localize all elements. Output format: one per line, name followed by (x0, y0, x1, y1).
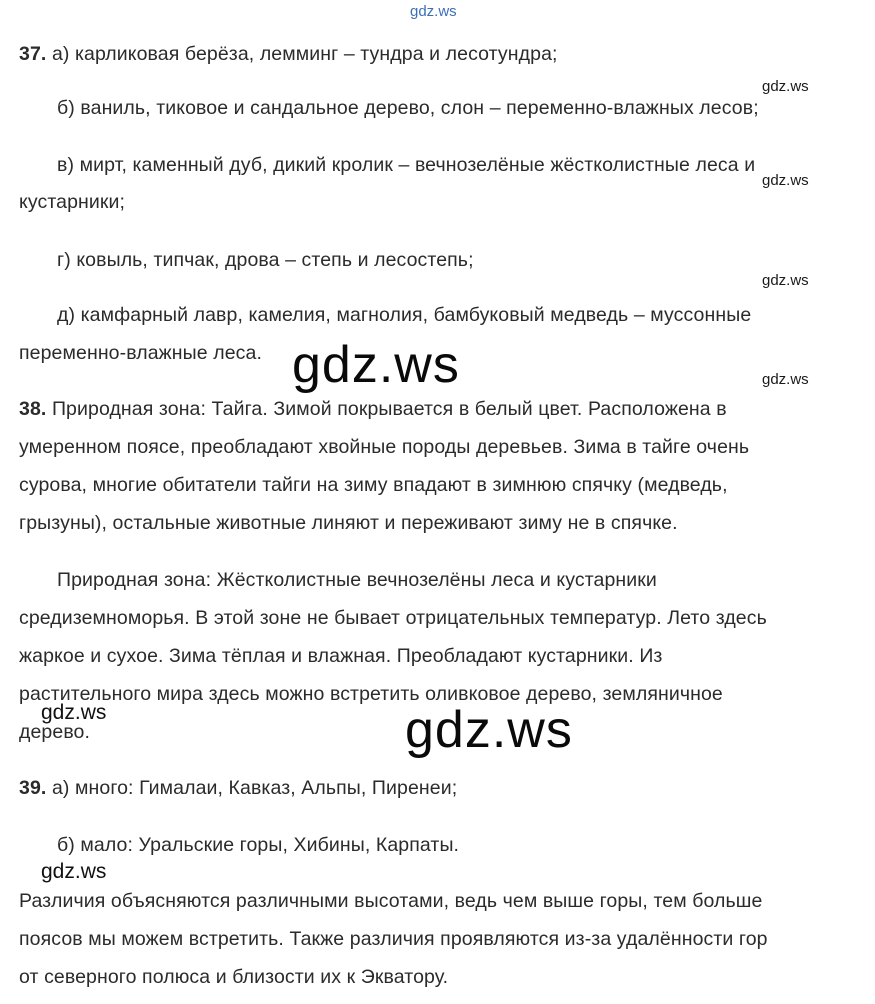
q38-p1-l1-text: Природная зона: Тайга. Зимой покрывается в белый цвет. Расположена в (46, 398, 727, 420)
q38-p1-line3: сурова, многие обитатели тайги на зиму впадают в зимнюю спячку (медведь, (19, 474, 728, 496)
q37-line-d1: д) камфарный лавр, камелия, магнолия, бамбуковый медведь – муссонные (57, 304, 752, 326)
watermark-large: gdz.ws (292, 336, 460, 394)
q39-a-text: а) много: Гималаи, Кавказ, Альпы, Пиренеи; (46, 777, 458, 799)
q37-line-d2: переменно-влажные леса. (19, 342, 262, 364)
q37-line-a (19, 42, 558, 66)
q37-a-text: а) карликовая берёза, лемминг – тундра и лесотундра; (46, 43, 558, 65)
watermark-small: gdz.ws (762, 78, 809, 95)
q38-p1-line4: грызуны), остальные животные линяют и переживают зиму не в спячке. (19, 512, 678, 534)
q38-number: 38. (19, 398, 47, 420)
watermark-medium: gdz.ws (41, 860, 107, 883)
watermark-small: gdz.ws (762, 272, 809, 289)
q38-p2-line4: растительного мира здесь можно встретить оливковое дерево, земляничное (19, 683, 723, 705)
watermark-medium: gdz.ws (41, 701, 107, 724)
q39-line-c2: поясов мы можем встретить. Также различия проявляются из-за удалённости гор (19, 928, 768, 950)
q38-p2-line1: Природная зона: Жёстколистные вечнозелёны леса и кустарники (57, 569, 657, 591)
q39-number: 39. (19, 777, 47, 799)
q38-p2-line3: жаркое и сухое. Зима тёплая и влажная. Преобладают кустарники. Из (19, 645, 663, 667)
q38-p2-line2: средиземноморья. В этой зоне не бывает отрицательных температур. Лето здесь (19, 607, 767, 629)
q37-line-b: б) ваниль, тиковое и сандальное дерево, слон – переменно-влажных лесов; (57, 97, 759, 119)
q38-p1-line1 (19, 397, 727, 421)
q37-number: 37. (19, 43, 47, 65)
watermark-small: gdz.ws (762, 371, 809, 388)
q37-line-g: г) ковыль, типчак, дрова – степь и лесостепь; (57, 249, 474, 271)
q39-line-c1: Различия объясняются различными высотами, ведь чем выше горы, тем больше (19, 890, 763, 912)
watermark-large: gdz.ws (405, 701, 573, 759)
watermark-top: gdz.ws (410, 3, 457, 20)
q37-line-v2: кустарники; (19, 191, 126, 213)
q39-line-c3: от северного полюса и близости их к Экватору. (19, 966, 449, 988)
q38-p1-line2: умеренном поясе, преобладают хвойные породы деревьев. Зима в тайге очень (19, 436, 750, 458)
q38-p2-line5: дерево. (19, 721, 91, 743)
q39-line-b: б) мало: Уральские горы, Хибины, Карпаты. (57, 834, 460, 856)
watermark-small: gdz.ws (762, 172, 809, 189)
q39-line-a (19, 776, 457, 800)
q37-line-v1: в) мирт, каменный дуб, дикий кролик – вечнозелёные жёстколистные леса и (57, 154, 756, 176)
